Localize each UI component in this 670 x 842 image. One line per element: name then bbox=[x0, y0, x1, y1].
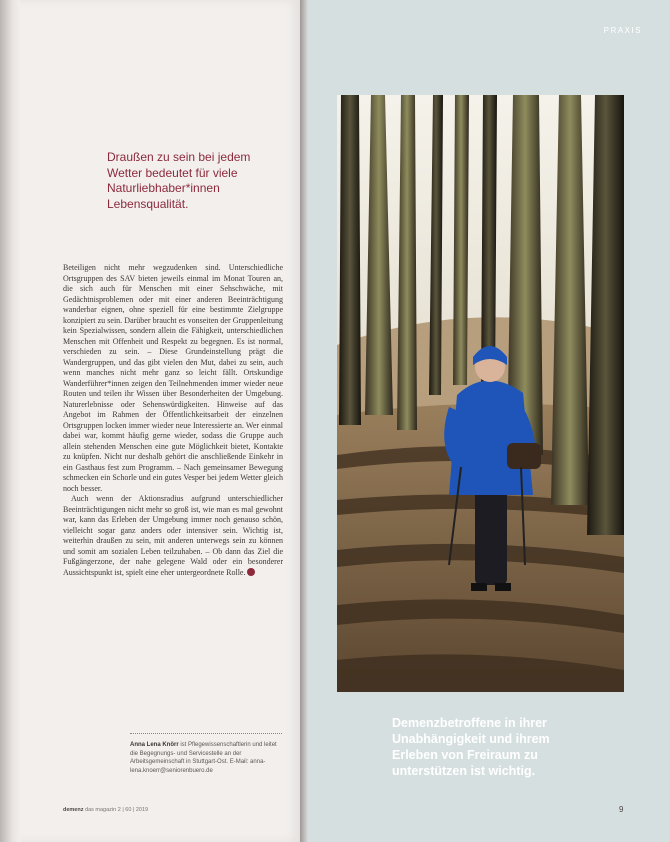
page-number: 9 bbox=[619, 805, 624, 814]
magazine-spine bbox=[300, 0, 308, 842]
end-mark-icon bbox=[247, 568, 255, 576]
body-paragraph-2 bbox=[63, 494, 283, 578]
page-edge bbox=[0, 0, 20, 842]
section-label: PRAXIS bbox=[603, 26, 642, 35]
body-paragraph-2-text: Auch wenn der Aktionsradius aufgrund unterschiedlicher Beeinträchtigungen nicht mehr so groß ist, wie man es mal gewohnt war, kann das Erleben der Umgebung immer noch genauso schön, vielleicht sogar ganz anders oder intensiver sein. Wichtig ist, weiterhin draußen zu sein, mit anderen unterwegs sein zu können und somit am sozialen Leben teilzuhaben. – Ob dann das Ziel die Fußgängerzone, der nahe gelegene Wald oder ein besonderer Aussichtspunkt ist, spielt eine eher untergeordnete Rolle. bbox=[63, 494, 283, 577]
article-body bbox=[63, 263, 283, 578]
photo-caption: Demenzbetroffene in ihrer Unabhängigkeit und ihrem Erleben von Freiraum zu unterstützen ist wichtig. bbox=[392, 716, 550, 778]
footer-issue: das magazin 2 | 60 | 2019 bbox=[85, 807, 149, 813]
page-footer bbox=[63, 807, 148, 813]
forest-walk-photo bbox=[337, 95, 624, 692]
pull-quote: Draußen zu sein bei jedem Wetter bedeutet für viele Naturliebhaber*innen Lebensqualität. bbox=[107, 150, 251, 211]
author-email: E-Mail: anna-lena.knoerr@seniorenbuero.de bbox=[130, 759, 266, 774]
author-info bbox=[130, 741, 282, 775]
forest-walk-illustration bbox=[337, 95, 624, 692]
body-paragraph-1: Beteiligen nicht mehr wegzudenken sind. Unterschiedliche Ortsgruppen des SAV bieten jeweils einmal im Monat Touren an, die sich auch für Menschen mit einer Sehschwäche, mit Gedächtnisproblemen oder mit einer anderen Beeinträchtigung wanderbar eignen, ohne speziell für eine bestimmte Zielgruppe konzipiert zu sein. Darüber braucht es vonseiten der Gruppenleitung kein Spezialwissen, sondern allein die Fähigkeit, unterschiedlichen Menschen mit Offenheit und Respekt zu begegnen. Es ist normal, verschieden zu sein. – Diese Grundeinstellung prägt die Wandergruppen, und das gibt vielen den Mut, dabei zu sein, auch wenn manches nicht mehr ganz so leicht fällt. Ortskundige Wanderführer*innen zeigen den Teilnehmenden immer wieder neue Routen und teilen ihr Wissen über Besonderheiten der Umgebung. Naturerlebnisse oder Sehenswürdigkeiten. Hinweise auf das Angebot im Rahmen der Öffentlichkeitsarbeit der einzelnen Ortsgruppen locken immer wieder neue Interessierte an. Wer einmal dabei war, kommt häufig gerne wieder, sodass die Gruppe auch allein stehenden Menschen eine gute Möglichkeit bietet, Kontakte zu knüpfen. Nicht nur deshalb gehört die anschließende Einkehr in ein Gasthaus fest zum Programm. – Nach gemeinsamer Bewegung schmecken ein Schorle und ein gutes Vesper bei jedem Wetter gleich noch besser. bbox=[63, 263, 283, 493]
author-name: Anna Lena Knörr bbox=[130, 742, 179, 748]
author-bio: ist Pflegewissenschaftlerin und leitet die Begegnungs- und Servicestelle an der Arbeitsgemeinschaft in Stuttgart-Ost. bbox=[130, 742, 277, 765]
author-divider bbox=[130, 733, 282, 734]
footer-brand: demenz bbox=[63, 807, 84, 813]
